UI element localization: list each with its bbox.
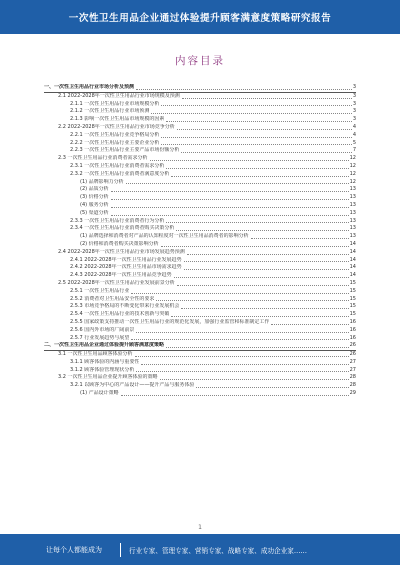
footer-roles: 行业专家、管理专家、营销专家、战略专家、成功企业家…… [129, 546, 308, 555]
toc-entry[interactable] [44, 179, 356, 187]
toc-entry-label: 3.2.1 以顾客为中心的产品设计——提升产品与服务体验 [70, 382, 195, 389]
toc-entry-label: 2.4.1 2022-2028年一次性卫生用品行业发展趋势 [70, 256, 182, 263]
toc-entry-label: 2.5.6 国内外市场的广阔前景 [70, 326, 135, 333]
toc-entry-label: 2.3.1 一次性卫生用品行业消费者需求分析 [70, 162, 165, 169]
toc-leader-dots [181, 307, 348, 309]
toc-leader-dots [111, 214, 349, 216]
toc-entry-label: (5) 渠道分析 [80, 209, 109, 216]
toc-leader-dots [136, 331, 348, 333]
toc-entry-page: 14 [349, 264, 356, 271]
toc-leader-dots [166, 120, 351, 122]
toc-entry[interactable] [44, 210, 356, 218]
toc-entry[interactable] [44, 147, 356, 155]
toc-leader-dots [166, 346, 349, 348]
toc-entry-page: 29 [349, 390, 356, 397]
toc-entry-label: 3.2 一次性卫生用品企业提升顾客体验的策略 [58, 374, 158, 381]
toc-entry-page: 12 [349, 178, 356, 185]
toc-entry-label: 2.2.3 一次性卫生用品行业主要产品市场份额分析 [70, 147, 180, 154]
toc-leader-dots [151, 112, 351, 114]
toc-leader-dots [136, 370, 348, 372]
toc-entry-label: (1) 品牌选择和消费者对产品的认知程度对一次性卫生用品消费者的影响分析 [80, 233, 249, 240]
toc-entry-label: 2.3.2 一次性卫生用品行业消费者满意度分析 [70, 170, 170, 177]
toc-entry[interactable] [44, 108, 356, 116]
toc-entry-label: 2.1.2 一次性卫生用品行业市场预测 [70, 108, 150, 115]
toc-leader-dots [166, 167, 348, 169]
toc-leader-dots [166, 221, 348, 223]
toc-entry[interactable] [44, 218, 356, 226]
toc-entry-label: 2.5.4 一次性卫生用品行业的技术创新与突破 [70, 311, 170, 318]
toc-leader-dots [141, 363, 348, 365]
toc-entry-label: (3) 价格分析 [80, 194, 109, 201]
toc-entry[interactable] [44, 351, 356, 359]
toc-entry-label: 2.4 2022-2028年一次性卫生用品行业市场发展趋势预测 [58, 248, 185, 255]
toc-leader-dots [111, 190, 349, 192]
toc-entry-page: 3 [352, 84, 356, 90]
toc-leader-dots [177, 284, 349, 286]
toc-entry-page: 3 [352, 108, 356, 115]
toc-leader-dots [111, 198, 349, 200]
toc-entry[interactable] [44, 382, 356, 390]
toc-entry-page: 12 [349, 155, 356, 162]
toc-entry-page: 3 [352, 92, 356, 99]
toc-entry-label: (4) 服务分析 [80, 201, 109, 208]
toc-entry-page: 26 [349, 351, 356, 358]
toc-leader-dots [131, 338, 348, 340]
toc-leader-dots [171, 315, 348, 317]
toc-entry[interactable] [44, 249, 356, 257]
toc-heading: 内容目录 [175, 55, 225, 67]
toc-entry-page: 5 [352, 139, 356, 146]
toc-entry[interactable] [44, 186, 356, 194]
toc-leader-dots [182, 97, 352, 99]
toc-entry-label: 2.2.2 一次性卫生用品行业主要企业分析 [70, 139, 160, 146]
toc-entry-label: 2.2.1 一次性卫生用品行业竞争格局分析 [70, 131, 160, 138]
toc-entry[interactable] [44, 359, 356, 367]
toc-leader-dots [177, 128, 352, 130]
toc-leader-dots [184, 260, 349, 262]
toc-entry-page: 14 [349, 256, 356, 263]
toc-entry-page: 15 [349, 311, 356, 318]
toc-entry-page: 13 [349, 201, 356, 208]
toc-entry[interactable] [44, 374, 356, 382]
toc-leader-dots [271, 323, 348, 325]
toc-entry-page: 3 [352, 100, 356, 107]
toc-entry-page: 13 [349, 233, 356, 240]
toc-entry[interactable] [44, 241, 356, 249]
toc-entry-label: 2.5 2022-2028年一次性卫生用品行业发展前景分析 [58, 279, 175, 286]
toc-leader-dots [160, 378, 349, 380]
footer-slogan: 让每个人都能成为 [46, 545, 102, 554]
toc-entry[interactable] [44, 367, 356, 375]
toc-entry-page: 14 [349, 272, 356, 279]
toc-entry[interactable] [44, 342, 356, 351]
toc-entry-label: 2.1.1 一次性卫生用品行业市场规模分析 [70, 100, 160, 107]
toc-entry-label: 2.1 2022-2028年一次性卫生用品行业市场规模及预测 [58, 92, 180, 99]
toc-entry[interactable] [44, 272, 356, 280]
toc-entry[interactable] [44, 194, 356, 202]
toc-entry-label: 一、一次性卫生用品行业市场分析及预测 [44, 84, 135, 90]
toc-entry-label: 3.1.2 顾客体验管理现状分析 [70, 366, 135, 373]
toc-entry-page: 27 [349, 358, 356, 365]
toc-entry-label: 2.2 2022-2028年一次性卫生用品行业市场竞争分析 [58, 123, 175, 130]
toc-entry-label: 2.4.2 2022-2028年一次性卫生用品市场需求趋势 [70, 264, 182, 271]
toc-entry-label: 2.5.3 市场竞争格局的不断变化带来行业发展机会 [70, 303, 180, 310]
toc-entry-page: 15 [349, 287, 356, 294]
toc-entry-label: 3.1.1 顾客体验的内涵与重要性 [70, 358, 140, 365]
toc-entry-page: 13 [349, 225, 356, 232]
toc-leader-dots [181, 151, 351, 153]
toc-entry[interactable] [44, 311, 356, 319]
toc-entry-label: (1) 产品设计策略 [80, 390, 119, 397]
toc-entry[interactable] [44, 101, 356, 109]
toc-leader-dots [135, 355, 349, 357]
toc-entry-label: 2.3.4 一次性卫生用品行业消费者购买决策分析 [70, 225, 175, 232]
toc-entry-label: 二、一次性卫生用品企业通过体验提升顾客满意度策略 [44, 342, 165, 349]
toc-leader-dots [161, 143, 351, 145]
toc-entry-label: (1) 品牌影响力分析 [80, 178, 124, 185]
toc-entry-label: 2.3.3 一次性卫生用品行业消费者行为分析 [70, 217, 165, 224]
toc-entry[interactable] [44, 327, 356, 335]
toc-entry-page: 4 [352, 131, 356, 138]
toc-entry[interactable] [44, 335, 356, 343]
toc-entry[interactable] [44, 202, 356, 210]
toc-entry[interactable] [44, 233, 356, 241]
toc-entry-page: 15 [349, 295, 356, 302]
toc-entry[interactable] [44, 84, 356, 93]
toc-leader-dots [161, 136, 351, 138]
toc-entry-page: 15 [349, 279, 356, 286]
toc-leader-dots [131, 292, 348, 294]
toc-entry[interactable] [44, 225, 356, 233]
footer-divider [120, 543, 121, 557]
toc-entry-page: 13 [349, 186, 356, 193]
header-banner [0, 0, 400, 34]
toc-entry-page: 15 [349, 303, 356, 310]
toc-entry-page: 12 [349, 162, 356, 169]
toc-entry-label: 2.1.3 影响一次性卫生用品市场规模的因素 [70, 116, 165, 123]
toc-entry-page: 12 [349, 170, 356, 177]
toc-leader-dots [161, 104, 351, 106]
toc-list [44, 84, 356, 398]
toc-entry[interactable] [44, 296, 356, 304]
toc-entry[interactable] [44, 257, 356, 265]
toc-entry-page: 16 [349, 334, 356, 341]
toc-entry-page: 16 [349, 326, 356, 333]
toc-leader-dots [174, 276, 349, 278]
toc-entry[interactable] [44, 163, 356, 171]
toc-entry-page: 7 [352, 147, 356, 154]
toc-leader-dots [156, 299, 348, 301]
page-number: 1 [198, 524, 202, 531]
toc-entry-label: 2.4.3 2022-2028年一次性卫生用品竞争趋势 [70, 272, 172, 279]
toc-entry[interactable] [44, 124, 356, 132]
toc-leader-dots [251, 237, 349, 239]
toc-entry-label: (2) 价格和消费者购买决策影响分析 [80, 240, 159, 247]
toc-entry-label: (2) 品质分析 [80, 186, 109, 193]
toc-entry-label: 2.5.5 国家政策支持推动一次性卫生用品行业的规范化发展，加强行业监管和标准制定工作 [70, 318, 270, 325]
toc-entry[interactable] [44, 171, 356, 179]
toc-leader-dots [187, 253, 349, 255]
toc-entry-label: 2.3 一次性卫生用品行业消费者需求分析 [58, 155, 148, 162]
toc-entry-label: 2.5.2 消费者对卫生用品安全性的要求 [70, 295, 155, 302]
toc-entry[interactable] [44, 93, 356, 101]
toc-entry-page: 13 [349, 194, 356, 201]
toc-entry[interactable] [44, 132, 356, 140]
toc-leader-dots [176, 229, 348, 231]
toc-entry[interactable] [44, 140, 356, 148]
toc-leader-dots [111, 206, 349, 208]
toc-entry[interactable] [44, 319, 356, 327]
toc-entry-page: 14 [349, 240, 356, 247]
toc-entry-page: 27 [349, 366, 356, 373]
toc-entry-page: 13 [349, 209, 356, 216]
toc-entry[interactable] [44, 155, 356, 163]
toc-entry-page: 28 [349, 374, 356, 381]
toc-entry-page: 26 [349, 342, 356, 349]
toc-entry-label: 2.5.7 行业发展趋势与展望 [70, 334, 130, 341]
footer-banner [0, 534, 400, 565]
toc-entry[interactable] [44, 280, 356, 288]
toc-entry[interactable] [44, 288, 356, 296]
toc-leader-dots [161, 245, 349, 247]
toc-entry-page: 13 [349, 217, 356, 224]
toc-entry-page: 16 [349, 318, 356, 325]
toc-entry-page: 4 [352, 123, 356, 130]
toc-entry-label: 2.5.1 一次性卫生用品行业 [70, 287, 130, 294]
toc-leader-dots [196, 386, 348, 388]
toc-entry-label: 3.1 一次性卫生用品顾客体验分析 [58, 351, 133, 358]
toc-leader-dots [126, 182, 349, 184]
toc-entry[interactable] [44, 264, 356, 272]
toc-entry[interactable] [44, 303, 356, 311]
toc-leader-dots [150, 159, 349, 161]
toc-entry-page: 3 [352, 116, 356, 123]
toc-leader-dots [136, 88, 352, 90]
toc-entry[interactable] [44, 116, 356, 124]
toc-entry-page: 14 [349, 248, 356, 255]
toc-entry-page: 28 [349, 382, 356, 389]
toc-leader-dots [184, 268, 349, 270]
report-title: 一次性卫生用品企业通过体验提升顾客满意度策略研究报告 [68, 13, 332, 24]
toc-leader-dots [171, 175, 348, 177]
toc-leader-dots [121, 394, 349, 396]
toc-entry[interactable] [44, 390, 356, 398]
